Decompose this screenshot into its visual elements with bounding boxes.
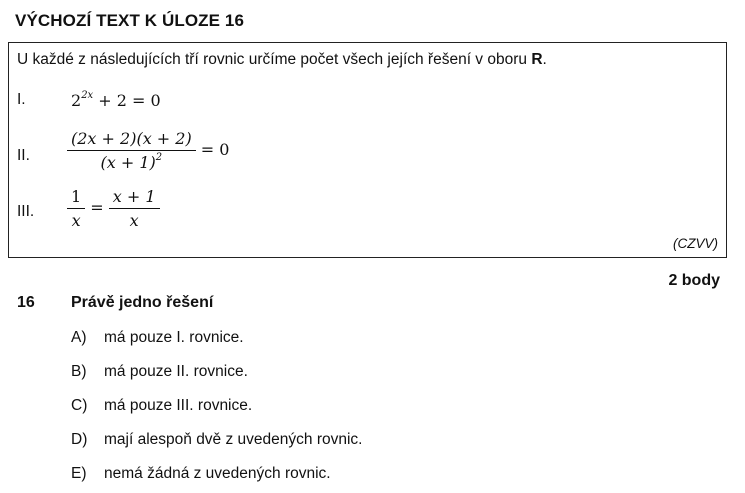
intro-sentence: U každé z následujících tří rovnic určíme počet všech jejích řešení v oboru bbox=[17, 51, 528, 68]
equation-1 bbox=[71, 91, 161, 110]
equation-2-den-exponent: 2 bbox=[155, 152, 163, 163]
equation-3-left-numerator: 1 bbox=[67, 187, 85, 209]
equation-3-right-denominator: x bbox=[129, 211, 139, 230]
equation-2-rhs: = 0 bbox=[195, 140, 230, 159]
option-e-text: nemá žádná z uvedených rovnic. bbox=[104, 465, 331, 482]
question-title: Právě jedno řešení bbox=[71, 294, 214, 311]
option-b-letter: B) bbox=[71, 363, 87, 380]
option-e-letter: E) bbox=[71, 465, 87, 482]
equation-3-right-numerator: x + 1 bbox=[109, 187, 160, 209]
equation-3-right-fraction bbox=[109, 187, 160, 230]
equation-3-equals: = bbox=[85, 198, 109, 217]
option-a[interactable] bbox=[71, 329, 244, 347]
equation-1-base: 2 bbox=[71, 91, 82, 110]
option-a-text: má pouze I. rovnice. bbox=[104, 329, 244, 346]
equation-1-exponent: 2x bbox=[81, 90, 94, 101]
equation-1-rest: + 2 = 0 bbox=[93, 91, 161, 110]
equation-2-denominator bbox=[67, 151, 196, 172]
equation-3-left-denominator: x bbox=[71, 211, 81, 230]
source-text-box bbox=[8, 42, 727, 258]
option-e[interactable] bbox=[71, 465, 331, 483]
equation-3 bbox=[67, 187, 160, 230]
intro-period: . bbox=[542, 51, 547, 68]
equation-2-den-base: (x + 1) bbox=[100, 153, 156, 172]
option-d-letter: D) bbox=[71, 431, 88, 448]
option-c-text: má pouze III. rovnice. bbox=[104, 397, 253, 414]
option-d[interactable] bbox=[71, 431, 362, 449]
source-credit: (CZVV) bbox=[673, 236, 718, 251]
option-a-letter: A) bbox=[71, 329, 87, 346]
equation-2-fraction bbox=[67, 129, 196, 172]
equation-1-label: I. bbox=[17, 91, 26, 108]
equation-3-label: III. bbox=[17, 203, 35, 220]
equation-3-left-fraction bbox=[67, 187, 85, 230]
equation-2 bbox=[67, 129, 229, 172]
option-d-text: mají alespoň dvě z uvedených rovnic. bbox=[104, 431, 363, 448]
equation-2-numerator: (2x + 2)(x + 2) bbox=[67, 129, 196, 151]
option-c[interactable] bbox=[71, 397, 252, 415]
points-label: 2 body bbox=[668, 272, 720, 289]
equation-2-label: II. bbox=[17, 147, 30, 164]
option-b[interactable] bbox=[71, 363, 248, 381]
question-number: 16 bbox=[17, 294, 35, 311]
option-b-text: má pouze II. rovnice. bbox=[104, 363, 248, 380]
option-c-letter: C) bbox=[71, 397, 88, 414]
page-heading: VÝCHOZÍ TEXT K ÚLOZE 16 bbox=[15, 11, 244, 30]
real-numbers-symbol: R bbox=[531, 51, 543, 68]
intro-text bbox=[17, 51, 547, 69]
